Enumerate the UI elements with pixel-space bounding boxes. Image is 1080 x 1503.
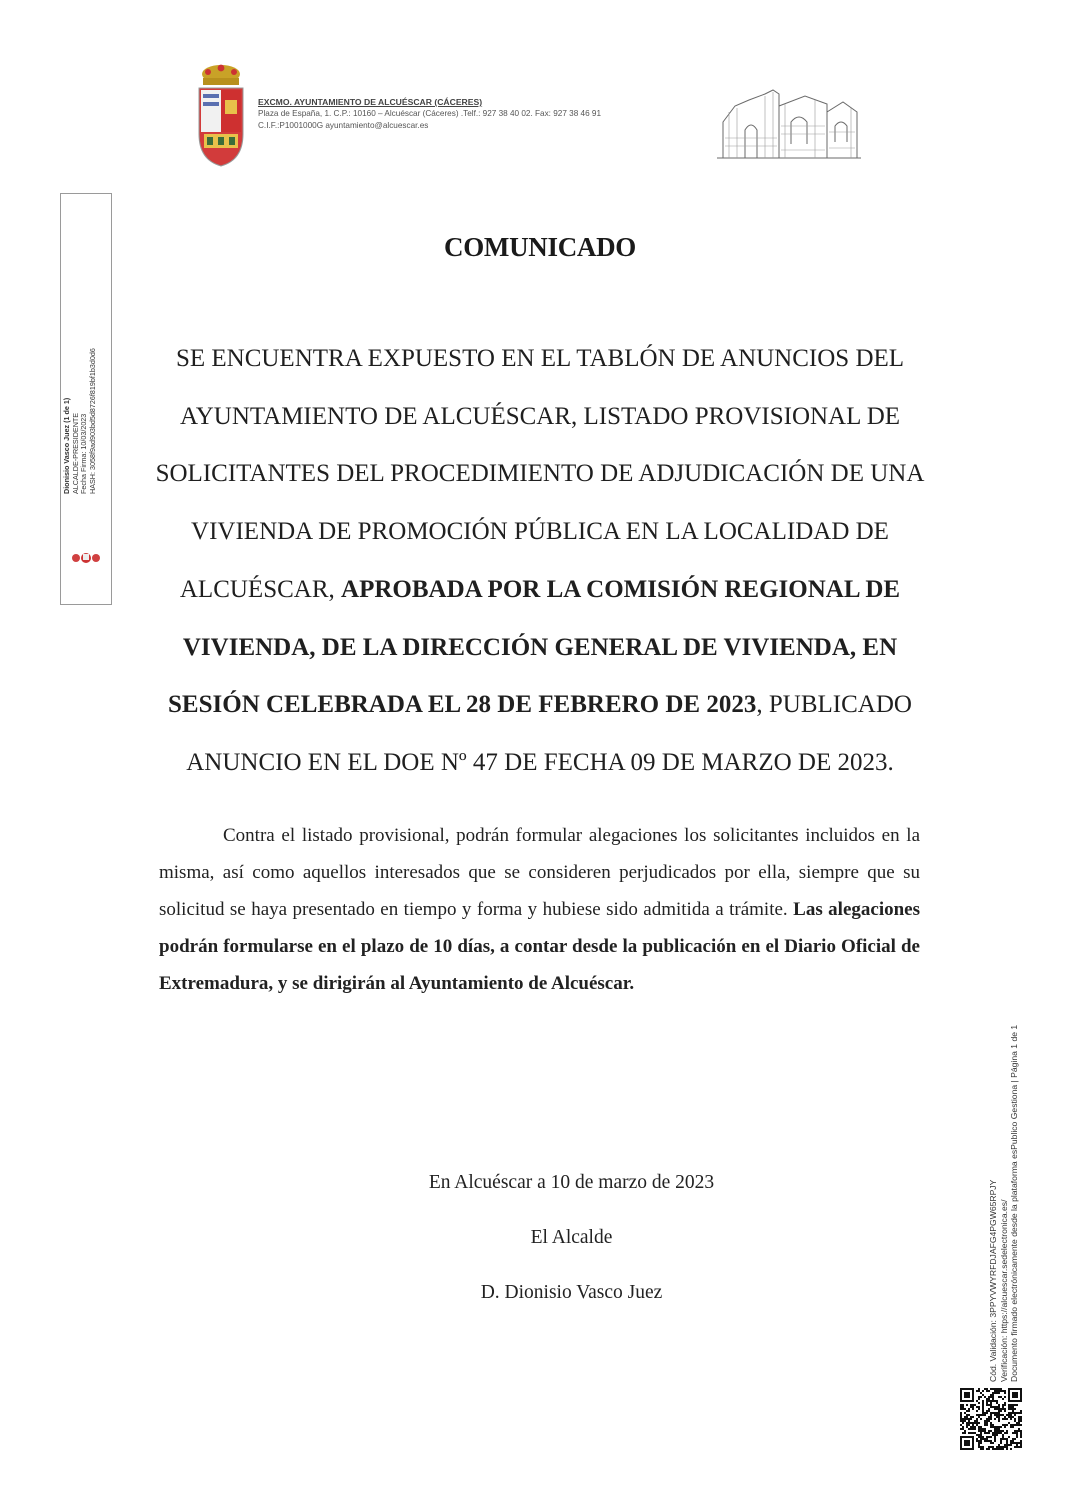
signature-date: Fecha Firma: 10/03/2023 bbox=[79, 413, 89, 494]
paragraph-bold: Las alegaciones podrán formularse en el plazo de 10 días, a contar desde la publicación en el Diario Oficial de Extremadura, y se dirigirán al Ayuntamiento de Alcuéscar. bbox=[159, 899, 921, 994]
document-title: COMUNICADO bbox=[444, 232, 636, 262]
signer-line: Dionisio Vasco Juez (1 de 1) bbox=[62, 397, 71, 494]
qr-code-image bbox=[960, 1388, 1022, 1450]
validation-platform: Documento firmado electrónicamente desde la plataforma esPublico Gestiona | Página 1 de 1 bbox=[1009, 1024, 1020, 1382]
address-line: Plaza de España, 1. C.P.: 10160 – Alcuéscar (Cáceres) .Telf.: 927 38 40 02. Fax: 927 38 46 91 bbox=[258, 109, 602, 118]
announcement-plain-1: SE ENCUENTRA EXPUESTO EN EL TABLÓN DE ANUNCIOS DEL AYUNTAMIENTO DE ALCUÉSCAR, LISTADO PROVISIONAL DE SOLICITANTES DEL PROCEDIMIENTO DE ADJUDICACIÓN DE UNA VIVIENDA DE PROMOCIÓN PÚBLICA EN LA LOCALIDAD DE ALCUÉSCAR, bbox=[155, 345, 925, 603]
place-date: En Alcuéscar a 10 de marzo de 2023 bbox=[428, 1172, 715, 1193]
validation-url: Verificación: https://alcuescar.sedelectronica.es/ bbox=[998, 1199, 1009, 1382]
church-sketch-image bbox=[715, 82, 863, 162]
body-paragraph bbox=[159, 817, 920, 1002]
cif-line: C.I.F.:P1001000G ayuntamiento@alcuescar.es bbox=[258, 121, 429, 130]
announcement-bold: APROBADA POR LA COMISIÓN REGIONAL DE VIVIENDA, DE LA DIRECCIÓN GENERAL DE VIVIENDA, EN SESIÓN CELEBRADA EL 28 DE FEBRERO DE 2023 bbox=[168, 575, 901, 719]
validation-code: Cód. Validación: 3PPYVWYRFDJAFG4PGW65RPJY bbox=[988, 1179, 998, 1382]
signature-hash: HASH: 3058f9ad903bd5d8726f819bf1b3d0d6 bbox=[87, 348, 97, 494]
coat-of-arms-logo bbox=[192, 60, 250, 168]
announcement-plain-2: , PUBLICADO ANUNCIO EN EL DOE Nº 47 DE FECHA 09 DE MARZO DE 2023. bbox=[186, 691, 912, 776]
signer-role: ALCALDE-PRESIDENTE bbox=[70, 412, 80, 494]
paragraph-plain: Contra el listado provisional, podrán formular alegaciones los solicitantes incluidos en la misma, así como aquellos interesados que se consideren perjudicados por ella, siempre que su solicitud se haya presentado en tiempo y forma y hubiese sido admitida a trámite. bbox=[159, 825, 920, 920]
signer-title: El Alcalde bbox=[530, 1227, 613, 1248]
signer-name: D. Dionisio Vasco Juez bbox=[480, 1282, 663, 1303]
validation-text bbox=[988, 1025, 1020, 1382]
org-name: EXCMO. AYUNTAMIENTO DE ALCUÉSCAR (CÁCERES) bbox=[258, 97, 483, 107]
announcement-text bbox=[150, 330, 930, 792]
letterhead bbox=[258, 96, 718, 132]
signature-text bbox=[63, 348, 97, 494]
mini-crest-icon bbox=[68, 548, 104, 568]
